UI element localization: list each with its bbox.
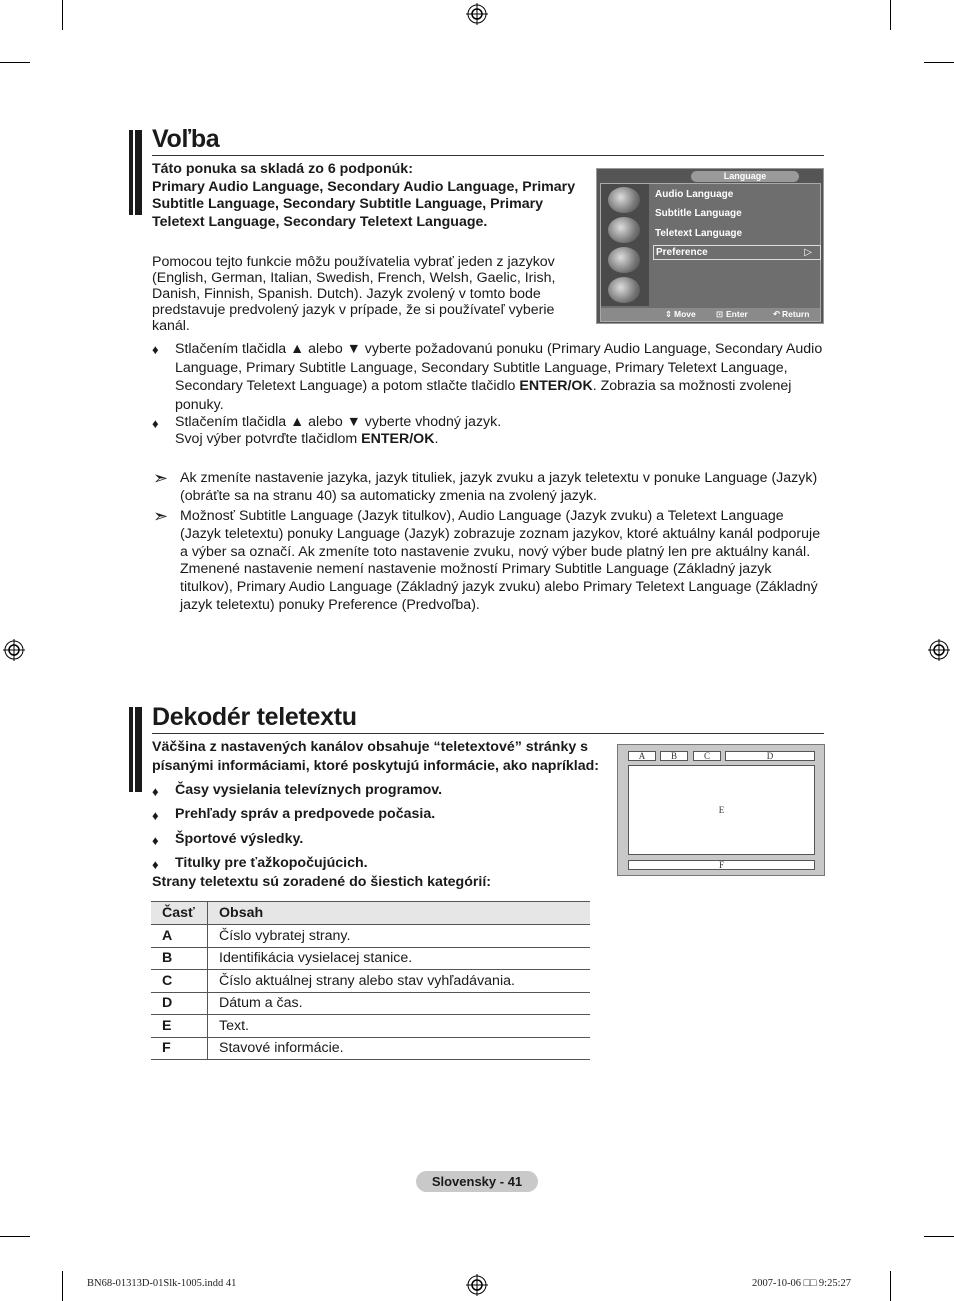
bullet-text-part: .	[434, 431, 439, 447]
table-row	[151, 947, 590, 970]
bullet-text	[175, 431, 825, 449]
table-row	[151, 1015, 590, 1038]
bullet-diamond-icon: ♦	[152, 857, 159, 872]
print-file-info: BN68-01313D-01Slk-1005.indd 41	[87, 1278, 237, 1289]
section-rule	[152, 155, 824, 156]
teletext-bullet: Prehľady správ a predpovede počasia.	[175, 806, 436, 822]
diagram-part-b: B	[660, 751, 688, 761]
table-cell-part: C	[151, 970, 208, 993]
diagram-part-d: D	[725, 751, 815, 761]
setup-gear-icon	[608, 247, 640, 273]
tv-menu-item-label: Teletext Language	[655, 228, 743, 239]
crop-mark	[62, 1271, 63, 1301]
table-row	[151, 925, 590, 948]
intro-text: Pomocou tejto funkcie môžu používatelia vybrať jeden z jazykov (English, German, Italian, Swedish, French, Welsh, Gaelic, Irish, Danish, Finnish, Spanish. Dutch). Jazyk zvolený v tomto bode predstavuje predvolený jazyk v prípade, že si používateľ vyberie kanál.	[152, 254, 556, 334]
table-cell-content: Číslo aktuálnej strany alebo stav vyhľadávania.	[208, 970, 591, 993]
diagram-part-f: F	[628, 860, 815, 870]
table-cell-content: Text.	[208, 1015, 591, 1038]
footer-move-label: Move	[674, 309, 696, 319]
registration-mark-icon	[466, 1274, 488, 1296]
diagram-part-a: A	[628, 751, 656, 761]
tv-menu-item-label: Preference	[656, 247, 708, 258]
crop-mark	[924, 1236, 954, 1237]
print-timestamp: 2007-10-06 □□ 9:25:27	[752, 1278, 852, 1289]
footer-return-label: Return	[782, 309, 810, 319]
section-title-volba: Voľba	[152, 125, 220, 153]
teletext-bullet: Športové výsledky.	[175, 831, 304, 847]
tv-menu-item[interactable]	[653, 187, 821, 202]
input-icon	[608, 277, 640, 303]
note-arrow-icon: ➣	[153, 468, 169, 488]
tv-menu-item-selected[interactable]	[653, 245, 821, 260]
table-cell-content: Dátum a čas.	[208, 992, 591, 1015]
table-header: Obsah	[208, 902, 591, 925]
table-header: Časť	[151, 902, 208, 925]
table-cell-content: Identifikácia vysielacej stanice.	[208, 947, 591, 970]
bullet-text: Stlačením tlačidla ▲ alebo ▼ vyberte vhodný jazyk.	[175, 414, 502, 430]
registration-mark-icon	[466, 3, 488, 25]
bullet-diamond-icon: ♦	[152, 784, 159, 799]
bullet-diamond-icon: ♦	[152, 416, 159, 431]
move-icon: ⇕	[665, 309, 673, 319]
bullet-text-part: . Zobrazia sa možnosti zvolenej ponuky.	[175, 378, 792, 414]
section-title-teletext: Dekodér teletextu	[152, 703, 357, 731]
table-cell-content: Číslo vybratej strany.	[208, 925, 591, 948]
crop-mark	[890, 1271, 891, 1301]
bullet-text	[175, 340, 825, 415]
registration-mark-icon	[928, 639, 950, 661]
teletext-outro: Strany teletextu sú zoradené do šiestich kategórií:	[152, 874, 492, 890]
table-header-row	[151, 902, 590, 925]
diagram-part-c: C	[693, 751, 721, 761]
tv-menu-title: Language	[691, 171, 799, 182]
table-cell-part: D	[151, 992, 208, 1015]
table-cell-part: F	[151, 1037, 208, 1060]
intro-bold: Táto ponuka sa skladá zo 6 podponúk: Primary Audio Language, Secondary Audio Language, Primary Subtitle Language, Secondary Subtitle Language, Primary Teletext Language, Secondary Teletext Language.	[152, 161, 576, 230]
enter-ok-key: ENTER/OK	[519, 378, 593, 395]
bullet-diamond-icon: ♦	[152, 808, 159, 823]
crop-mark	[924, 62, 954, 63]
table-cell-part: A	[151, 925, 208, 948]
picture-icon	[608, 187, 640, 213]
note-arrow-icon: ➣	[153, 506, 169, 526]
section-rule	[152, 733, 824, 734]
tv-menu-item-label: Subtitle Language	[655, 208, 742, 219]
bullet-diamond-icon: ♦	[152, 342, 159, 357]
section-marker	[129, 130, 142, 215]
table-row	[151, 970, 590, 993]
teletext-parts-table	[151, 901, 590, 1060]
tv-menu-item[interactable]	[653, 206, 821, 221]
bullet-diamond-icon: ♦	[152, 833, 159, 848]
table-cell-part: B	[151, 947, 208, 970]
section-marker	[129, 707, 142, 792]
tv-menu-item[interactable]	[653, 226, 821, 241]
table-row	[151, 1037, 590, 1060]
teletext-layout-diagram	[617, 744, 825, 876]
note-text: Možnosť Subtitle Language (Jazyk titulkov), Audio Language (Jazyk zvuku) a Teletext Language (Jazyk teletextu) ponuky Language (Jazyk) zobrazuje zoznam jazykov, ktoré aktuálny kanál podporuje a výber sa označí. Ak zmeníte toto nastavenie zvuku, nový výber bude platný len pre aktuálny kanál. Zmenené nastavenie nemení nastavenie možností Primary Subtitle Language (Základný jazyk titulkov), Primary Audio Language (Základný jazyk zvuku) alebo Primary Teletext Language (Základný jazyk teletextu) ponuky Preference (Predvoľba).	[180, 508, 821, 613]
teletext-intro: Väčšina z nastavených kanálov obsahuje “teletextové” stránky s písanými informáciami, ktoré poskytujú informácie, ako napríklad:	[152, 739, 600, 774]
sound-icon	[608, 217, 640, 243]
table-cell-content: Stavové informácie.	[208, 1037, 591, 1060]
bullet-text-part: Stlačením tlačidla ▲ alebo ▼ vyberte požadovanú ponuku (Primary Audio Language, Secondary Audio Language, Primary Subtitle Language, Secondary Subtitle Language, Primary Teletext Language, Secondary Teletext Language) a potom stlačte tlačidlo	[175, 341, 823, 395]
teletext-bullet: Časy vysielania televíznych programov.	[175, 782, 443, 798]
footer-enter-label: Enter	[726, 309, 748, 319]
note-text: Ak zmeníte nastavenie jazyka, jazyk tituliek, jazyk zvuku a jazyk teletextu v ponuke Language (Jazyk) (obráťte sa na stranu 40) sa automaticky zmenia na zvolený jazyk.	[180, 470, 818, 504]
return-icon: ↶	[773, 309, 781, 319]
crop-mark	[890, 0, 891, 30]
crop-mark	[62, 0, 63, 30]
enter-icon: ⊡	[716, 309, 724, 319]
crop-mark	[0, 1236, 30, 1237]
tv-menu-screenshot	[596, 168, 824, 324]
page-number-label: Slovensky - 41	[416, 1171, 538, 1192]
table-cell-part: E	[151, 1015, 208, 1038]
tv-menu-footer	[601, 308, 820, 321]
enter-ok-key: ENTER/OK	[361, 431, 435, 447]
crop-mark	[0, 62, 30, 63]
table-row	[151, 992, 590, 1015]
registration-mark-icon	[3, 639, 25, 661]
tv-menu-item-label: Audio Language	[655, 189, 734, 200]
right-arrow-icon: ▷	[804, 247, 812, 258]
tv-menu-icon-column	[601, 184, 649, 306]
teletext-bullet: Titulky pre ťažkopočujúcich.	[175, 855, 368, 871]
bullet-text-part: Svoj výber potvrďte tlačidlom	[175, 431, 362, 447]
diagram-part-e: E	[628, 765, 815, 855]
